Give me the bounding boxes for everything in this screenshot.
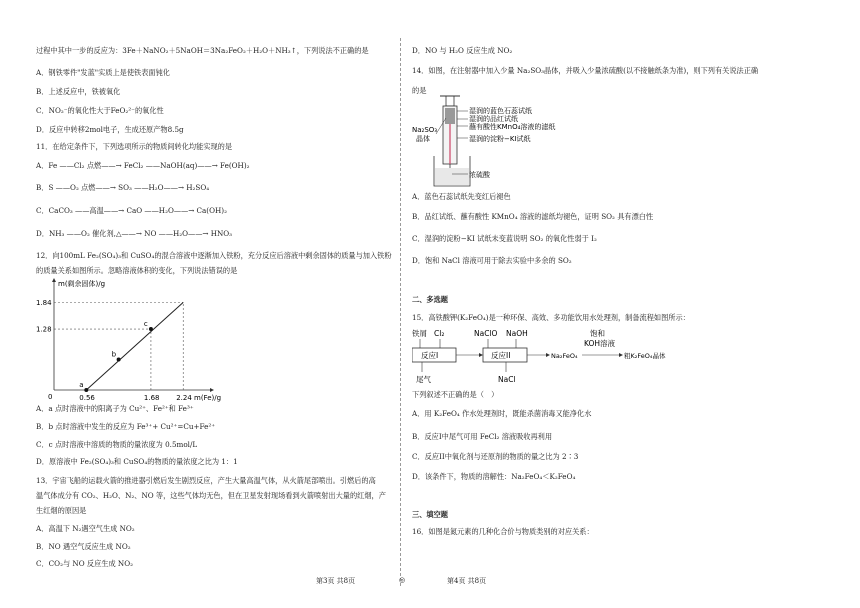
- footer-page-left: 第3页 共8页: [316, 577, 356, 585]
- q10-option-b: B．上述反应中，铁被氧化: [36, 87, 121, 96]
- q13-option-d: D．NO 与 H₂O 反应生成 NO₂: [412, 46, 513, 55]
- flow-naclo: NaClO: [474, 329, 498, 338]
- flow-koh-solution: KOH溶液: [584, 339, 616, 348]
- data-point-b: [117, 358, 121, 362]
- q14-option-d: D．饱和 NaCl 溶液可用于除去实验中多余的 SO₂: [412, 256, 572, 265]
- q15-stem: 15．高铁酸钾(K₂FeO₄)是一种环保、高效、多功能饮用水处理剂，制备流程如图所示：: [412, 313, 690, 322]
- label-magenta-paper: 湿润的品红试纸: [469, 115, 518, 123]
- data-point-a: [84, 388, 88, 392]
- y-axis-label: m(剩余固体)/g: [58, 280, 106, 288]
- q12-chart: [36, 276, 226, 406]
- y-axis-arrow: [52, 278, 56, 282]
- footer-center-mark: ◎: [399, 576, 406, 584]
- q10-stem: 过程中其中一步的反应为：3Fe＋NaNO₂＋5NaOH＝3Na₂FeO₂＋H₂O＋NH₃↑，下列说法不正确的是: [36, 46, 369, 55]
- q13-option-b: B．NO 遇空气反应生成 NO₂: [36, 542, 131, 551]
- x-tick-label: 1.68: [143, 394, 160, 402]
- flow-reaction-1: 反应I: [421, 351, 439, 360]
- q15-option-b: B．反应I中尾气可用 FeCl₂ 溶液吸收再利用: [412, 432, 553, 441]
- label-conc-h2so4: 浓硫酸: [469, 171, 490, 179]
- label-crystal: 晶体: [416, 135, 430, 143]
- q14-option-c: C．湿润的淀粉−KI 试纸未变蓝说明 SO₂ 的氧化性弱于 I₂: [412, 234, 597, 243]
- q13-option-c: C．CO₂与 NO 反应生成 NO₂: [36, 559, 133, 568]
- flow-naoh: NaOH: [506, 329, 528, 338]
- data-point-label-c: c: [143, 320, 148, 329]
- q15-flowchart: [412, 326, 672, 388]
- q11-option-b: B．S ——O₂ 点燃——→ SO₃ ——H₂O——→ H₂SO₄: [36, 183, 210, 192]
- section-heading-fill-blank: 三、填空题: [412, 510, 448, 519]
- flow-iron-scrap: 铁屑: [412, 329, 427, 338]
- q10-option-c: C．NO₂⁻的氧化性大于FeO₂²⁻的氧化性: [36, 106, 164, 115]
- q14-option-a: A．蓝色石蕊试纸先变红后褪色: [412, 192, 511, 201]
- q14-stem-line2: 的是: [412, 86, 427, 95]
- q10-option-a: A．钢铁零件"发蓝"实质上是使铁表面钝化: [36, 68, 170, 77]
- data-point-label-b: b: [111, 350, 117, 359]
- data-point-label-a: a: [79, 381, 84, 389]
- q13-stem-line2: 温气体成分有 CO₂、H₂O、N₂、NO 等，这些气体均无色，但在卫星发射现场看到火箭喷射出大量的红烟，产: [36, 491, 386, 500]
- q12-stem-line1: 12．向100mL Fe₂(SO₄)₃和 CuSO₄的混合溶液中逐渐加入铁粉，充分反应后溶液中剩余固体的质量与加入铁粉: [36, 251, 392, 260]
- q14-option-b: B．品红试纸、蘸有酸性 KMnO₄ 溶液的滤纸均褪色，证明 SO₂ 具有漂白性: [412, 212, 654, 221]
- q14-stem-line1: 14．如图，在注射器中加入少量 Na₂SO₃晶体，并吸入少量浓硫酸(以不接触纸条为准)，则下列有关说法正确: [412, 66, 759, 75]
- flow-cl2: Cl₂: [434, 329, 445, 338]
- q15-option-d: D．该条件下，物质的溶解性：Na₂FeO₄＜K₂FeO₄: [412, 472, 576, 481]
- q11-option-a: A．Fe ——Cl₂ 点燃——→ FeCl₂ ——NaOH(aq)——→ Fe(OH)₂: [36, 161, 250, 170]
- y-tick-label: 1.84: [36, 298, 52, 307]
- section-heading-multi-choice: 二、多选题: [412, 295, 448, 304]
- q13-stem-line3: 生红烟的原因是: [36, 506, 87, 515]
- x-tick-label: 2.24: [176, 394, 192, 402]
- column-divider: [400, 38, 401, 586]
- label-starch-ki-paper: 湿润的淀粉−KI试纸: [469, 135, 531, 143]
- q12-option-a: A．a 点时溶液中的阳离子为 Cu²⁺、Fe²⁺和 Fe³⁺: [36, 404, 194, 413]
- x-axis-arrow: [210, 388, 214, 392]
- q12-stem-line2: 的质量关系如图所示。忽略溶液体积的变化，下列说法错误的是: [36, 266, 238, 275]
- q15-option-a: A．用 K₂FeO₄ 作水处理剂时，既能杀菌消毒又能净化水: [412, 409, 592, 418]
- data-point-c: [149, 327, 153, 331]
- flow-nacl: NaCl: [498, 375, 516, 384]
- flow-tail-gas: 尾气: [416, 375, 431, 384]
- label-kmno4-paper: 蘸有酸性KMnO₄溶液的滤纸: [469, 123, 556, 131]
- q12-option-d: D．原溶液中 Fe₂(SO₄)₃和 CuSO₄的物质的量浓度之比为 1：1: [36, 457, 238, 466]
- label-na2so3: Na₂SO₃: [412, 126, 438, 134]
- q11-stem: 11．在给定条件下，下列选项所示的物质间转化均能实现的是: [36, 142, 233, 151]
- q12-option-c: C．c 点时溶液中溶质的物质的量浓度为 0.5mol/L: [36, 440, 198, 449]
- y-tick-label: 1.28: [36, 325, 52, 334]
- q14-apparatus-figure: [412, 94, 562, 190]
- flow-crude-k2feo4: 粗K₂FeO₄晶体: [624, 352, 666, 360]
- flow-saturated: 饱和: [590, 329, 605, 338]
- series-line: [86, 302, 183, 390]
- q15-ask: 下列叙述不正确的是（ ）: [412, 390, 499, 399]
- q16-stem: 16．如图是氮元素的几种化合价与物质类别的对应关系：: [412, 527, 594, 536]
- label-blue-litmus: 湿润的蓝色石蕊试纸: [469, 107, 532, 115]
- q15-option-c: C．反应II中氧化剂与还原剂的物质的量之比为 2∶3: [412, 452, 579, 461]
- q13-option-a: A．高温下 N₂遇空气生成 NO₂: [36, 524, 135, 533]
- origin-label: 0: [48, 393, 53, 401]
- x-axis-label: m(Fe)/g: [194, 394, 222, 402]
- flow-na2feo4: Na₂FeO₄: [551, 352, 578, 360]
- q11-option-d: D．NH₃ ——O₂ 催化剂,△——→ NO ——H₂O——→ HNO₃: [36, 229, 233, 238]
- flow-reaction-2: 反应II: [491, 351, 511, 360]
- q11-option-c: C．CaCO₃ ——高温——→ CaO ——H₂O——→ Ca(OH)₂: [36, 206, 227, 215]
- footer-page-right: 第4页 共8页: [447, 577, 487, 585]
- x-tick-label: 0.56: [79, 394, 95, 402]
- q12-option-b: B．b 点时溶液中发生的反应为 Fe³⁺+ Cu²⁺=Cu+Fe²⁺: [36, 422, 216, 431]
- q10-option-d: D．反应中转移2mol电子，生成还原产物8.5g: [36, 125, 184, 134]
- q13-stem-line1: 13．宇宙飞船的运载火箭的推进器引燃后发生剧烈反应，产生大量高温气体，从火箭尾部喷出。引燃后的高: [36, 476, 376, 485]
